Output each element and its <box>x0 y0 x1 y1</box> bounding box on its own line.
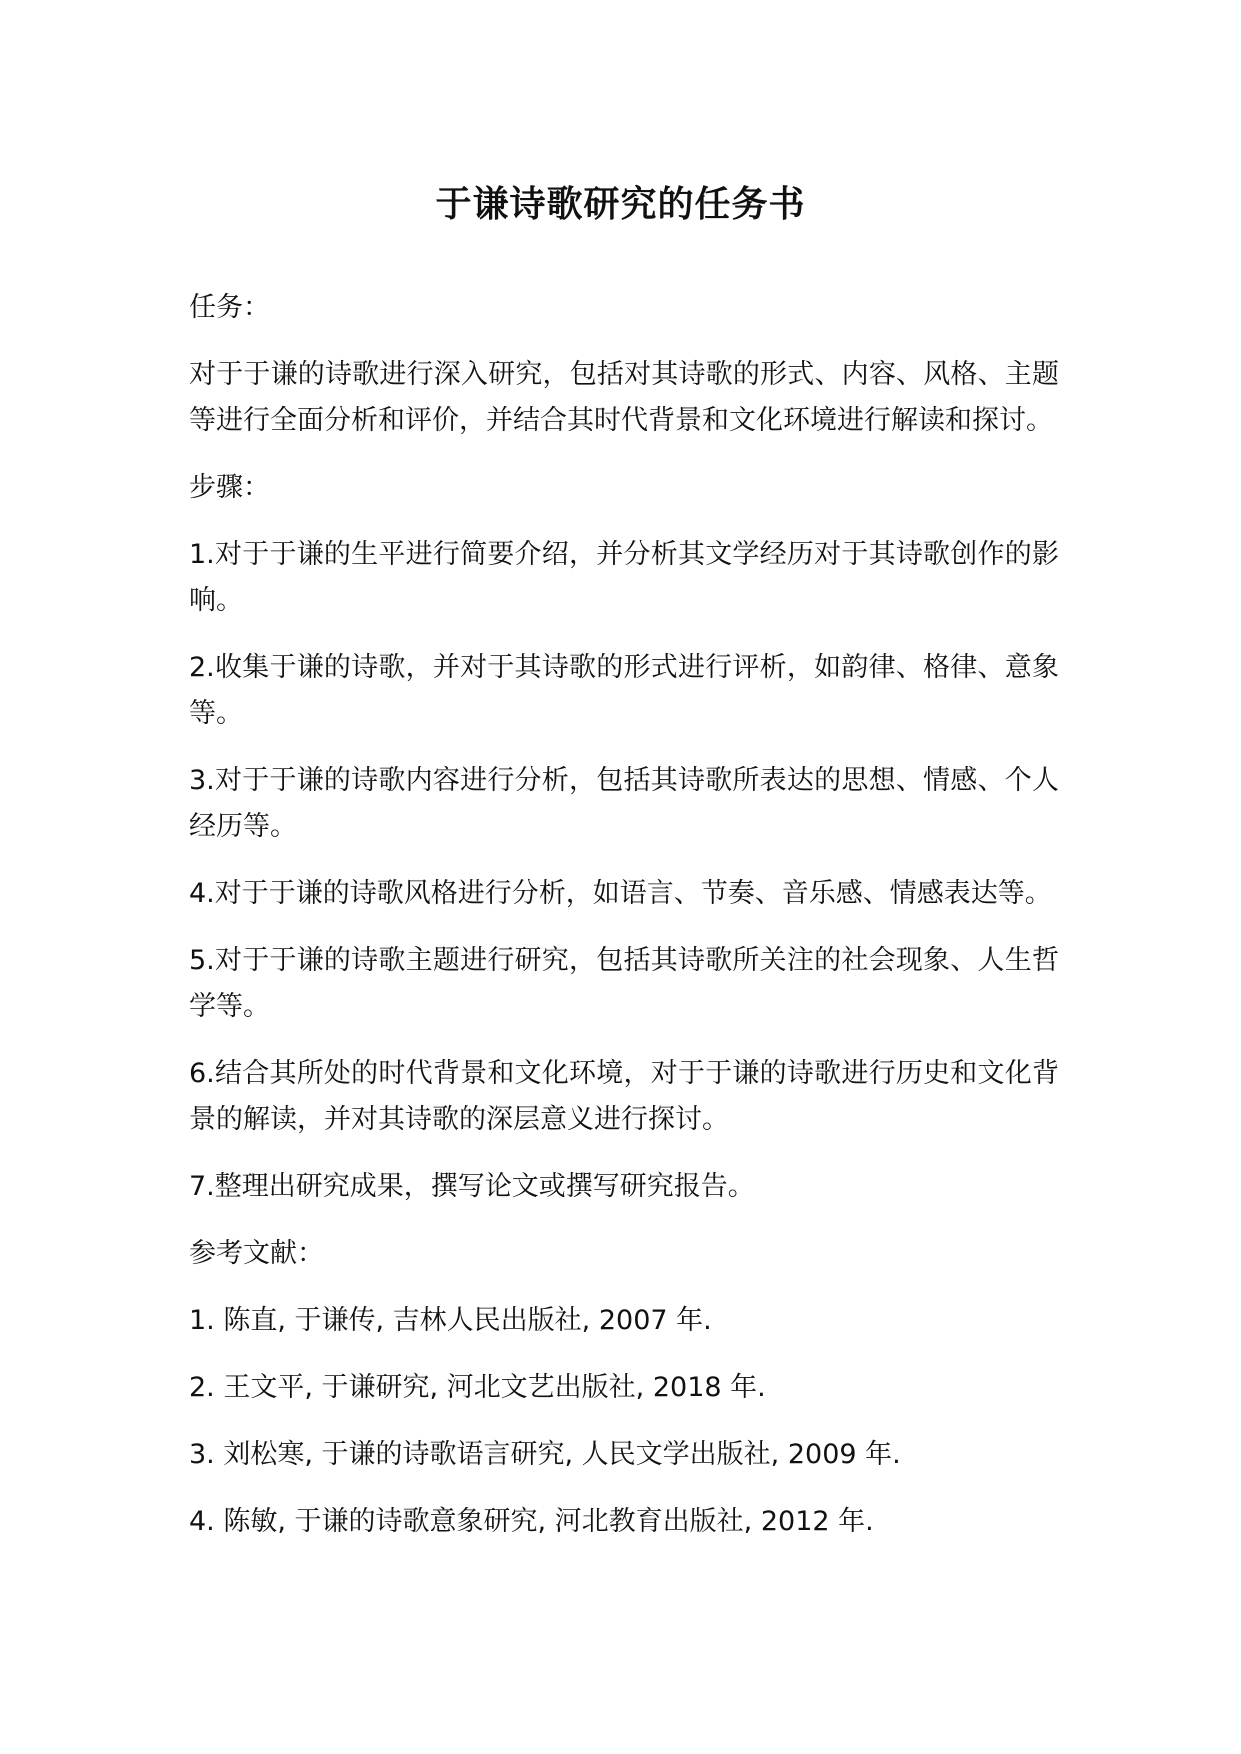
step-7: 7.整理出研究成果，撰写论文或撰写研究报告。 <box>189 1171 755 1202</box>
reference-2: 2. 王文平, 于谦研究, 河北文艺出版社, 2018 年. <box>189 1372 766 1403</box>
reference-3: 3. 刘松寒, 于谦的诗歌语言研究, 人民文学出版社, 2009 年. <box>189 1439 901 1470</box>
step-5: 5.对于于谦的诗歌主题进行研究，包括其诗歌所关注的社会现象、人生哲学等。 <box>189 945 1059 1022</box>
document-body <box>189 285 1059 1566</box>
steps-heading: 步骤： <box>189 472 270 503</box>
step-6: 6.结合其所处的时代背景和文化环境，对于于谦的诗歌进行历史和文化背景的解读，并对其诗歌的深层意义进行探讨。 <box>189 1058 1059 1135</box>
task-description: 对于于谦的诗歌进行深入研究，包括对其诗歌的形式、内容、风格、主题等进行全面分析和评价，并结合其时代背景和文化环境进行解读和探讨。 <box>189 359 1059 436</box>
references-heading: 参考文献： <box>189 1238 324 1269</box>
step-1: 1.对于于谦的生平进行简要介绍，并分析其文学经历对于其诗歌创作的影响。 <box>189 539 1059 616</box>
step-4: 4.对于于谦的诗歌风格进行分析，如语言、节奏、音乐感、情感表达等。 <box>189 878 1052 909</box>
step-3: 3.对于于谦的诗歌内容进行分析，包括其诗歌所表达的思想、情感、个人经历等。 <box>189 765 1059 842</box>
document-title: 于谦诗歌研究的任务书 <box>435 184 806 225</box>
reference-1: 1. 陈直, 于谦传, 吉林人民出版社, 2007 年. <box>189 1305 712 1336</box>
reference-4: 4. 陈敏, 于谦的诗歌意象研究, 河北教育出版社, 2012 年. <box>189 1506 874 1537</box>
task-heading: 任务： <box>189 292 270 323</box>
step-2: 2.收集于谦的诗歌，并对于其诗歌的形式进行评析，如韵律、格律、意象等。 <box>189 652 1059 729</box>
